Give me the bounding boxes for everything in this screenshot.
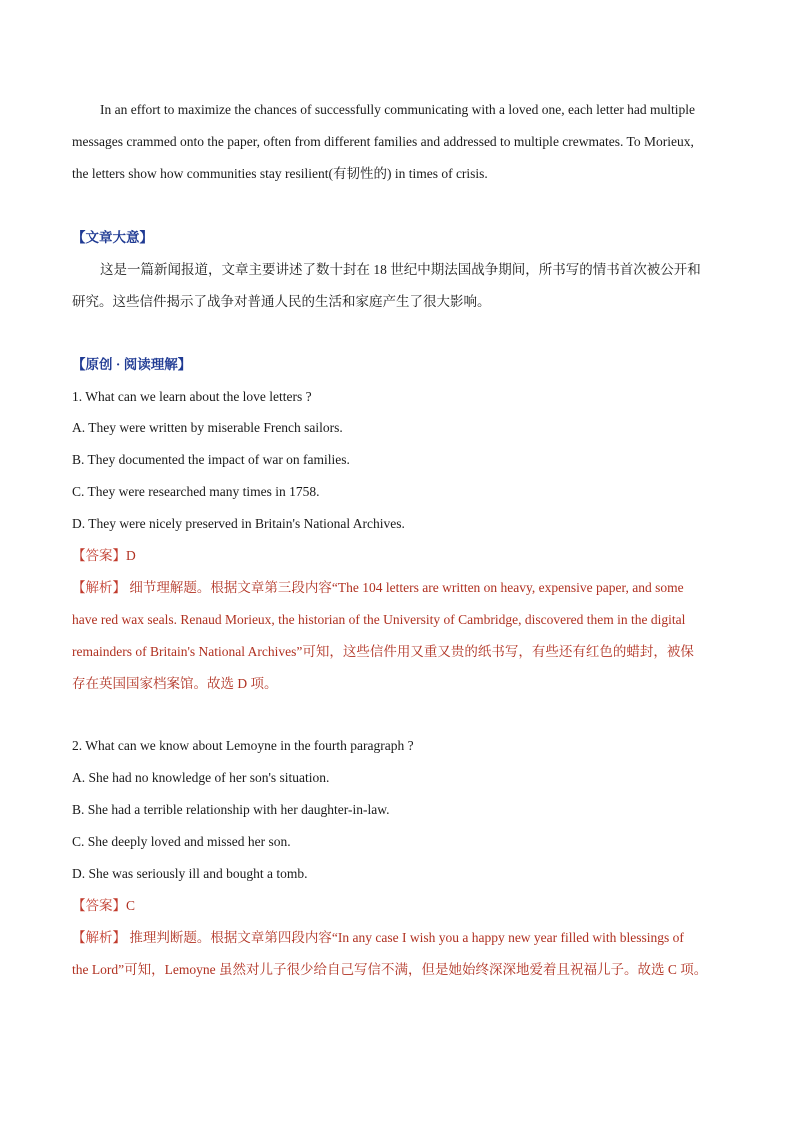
q2-answer-value: C bbox=[126, 898, 136, 913]
summary-line-2: 研究。这些信件揭示了战争对普通人民的生活和家庭产生了很大影响。 bbox=[72, 294, 491, 309]
reading-heading: 【原创 · 阅读理解】 bbox=[72, 357, 192, 372]
q1-analysis-line-4: 存在英国国家档案馆。故选 D 项。 bbox=[72, 676, 278, 691]
q2-option-a: A. She had no knowledge of her son's situation. bbox=[72, 770, 330, 785]
q1-analysis-line-1 bbox=[72, 579, 732, 597]
q1-answer-value: D bbox=[126, 548, 136, 563]
q2-option-b: B. She had a terrible relationship with her daughter-in-law. bbox=[72, 802, 390, 817]
q1-option-a: A. They were written by miserable French sailors. bbox=[72, 420, 343, 435]
q2-analysis-line-2: the Lord”可知，Lemoyne 虽然对儿子很少给自己写信不满，但是她始终深深地爱着且祝福儿子。故选 C 项。 bbox=[72, 962, 708, 977]
q1-option-d: D. They were nicely preserved in Britain's National Archives. bbox=[72, 516, 405, 531]
q1-option-c: C. They were researched many times in 1758. bbox=[72, 484, 320, 499]
q2-question: 2. What can we know about Lemoyne in the fourth paragraph ? bbox=[72, 738, 414, 753]
passage-line-1: In an effort to maximize the chances of successfully communicating with a loved one, each letter had multiple bbox=[100, 102, 696, 117]
q2-option-c: C. She deeply loved and missed her son. bbox=[72, 834, 291, 849]
q2-analysis-line-1 bbox=[72, 929, 732, 947]
summary-heading: 【文章大意】 bbox=[72, 230, 153, 245]
passage-line-3: the letters show how communities stay resilient(有韧性的) in times of crisis. bbox=[72, 166, 488, 181]
q1-analysis-label: 【解析】 bbox=[72, 580, 126, 595]
q2-answer-label: 【答案】 bbox=[72, 898, 126, 913]
q1-answer bbox=[72, 547, 732, 565]
q1-answer-label: 【答案】 bbox=[72, 548, 126, 563]
q1-analysis-line-3: remainders of Britain's National Archives”可知，这些信件用又重又贵的纸书写，有些还有红色的蜡封，被保 bbox=[72, 644, 694, 659]
q1-analysis-text-1: 细节理解题。根据文章第三段内容“The 104 letters are written on heavy, expensive paper, and some bbox=[129, 580, 684, 595]
q2-answer bbox=[72, 897, 732, 915]
passage-line-2: messages crammed onto the paper, often from different families and addressed to multiple crewmates. To Morieux, bbox=[72, 134, 694, 149]
q1-option-b: B. They documented the impact of war on families. bbox=[72, 452, 350, 467]
q1-analysis-line-2: have red wax seals. Renaud Morieux, the historian of the University of Cambridge, discovered them in the digital bbox=[72, 612, 686, 627]
summary-line-1: 这是一篇新闻报道，文章主要讲述了数十封在 18 世纪中期法国战争期间，所书写的情书首次被公开和 bbox=[100, 262, 701, 277]
q2-analysis-text-1: 推理判断题。根据文章第四段内容“In any case I wish you a happy new year filled with blessings of bbox=[129, 930, 684, 945]
q2-analysis-label: 【解析】 bbox=[72, 930, 126, 945]
q1-question: 1. What can we learn about the love letters ? bbox=[72, 389, 312, 404]
q2-option-d: D. She was seriously ill and bought a tomb. bbox=[72, 866, 308, 881]
